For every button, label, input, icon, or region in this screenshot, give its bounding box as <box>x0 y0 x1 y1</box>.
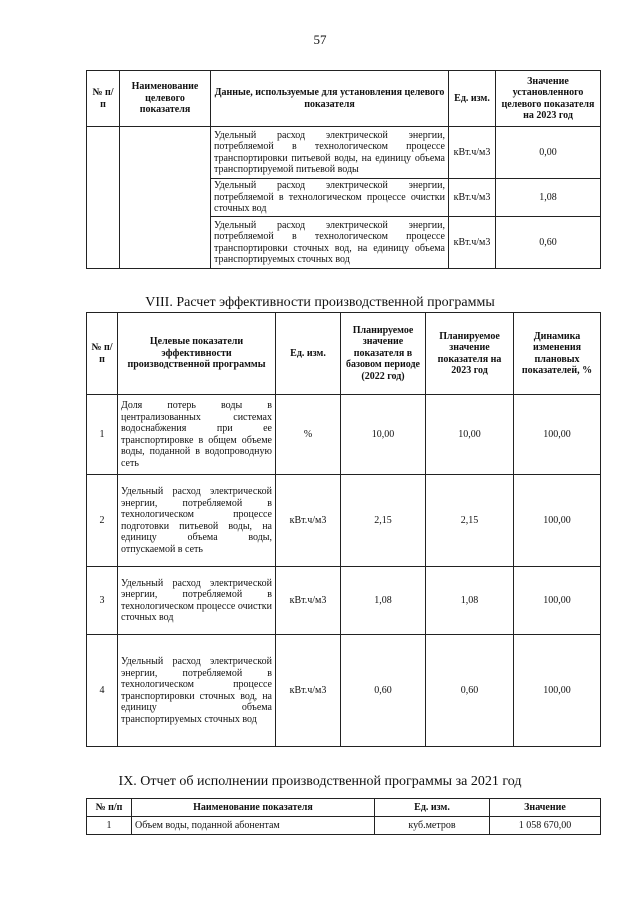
header-target-value: Значение установленного целевого показателя на 2023 год <box>496 71 601 127</box>
row-plan: 10,00 <box>426 395 514 475</box>
header-unit: Ед. изм. <box>276 313 341 395</box>
row-base: 10,00 <box>341 395 426 475</box>
row-name: Доля потерь воды в централизованных системах водоснабжения при ее транспортировке в общем объеме воды, поданной в водопроводную сеть <box>118 395 276 475</box>
row-value: 1,08 <box>496 179 601 217</box>
row-value: 0,00 <box>496 127 601 179</box>
row-description: Удельный расход электрической энергии, потребляемой в технологическом процессе транспортировки сточных вод, на единицу объема транспортируемых сточных вод <box>211 217 449 269</box>
row-dynamics: 100,00 <box>514 635 601 747</box>
row-unit: куб.метров <box>375 817 490 835</box>
table-row <box>87 475 601 567</box>
row-description: Удельный расход электрической энергии, потребляемой в технологическом процессе очистки сточных вод <box>211 179 449 217</box>
header-unit: Ед. изм. <box>375 799 490 817</box>
table-row <box>87 635 601 747</box>
row-base: 2,15 <box>341 475 426 567</box>
row-value: 0,60 <box>496 217 601 269</box>
header-num: № п/п <box>87 313 118 395</box>
table-header-row <box>87 313 601 395</box>
header-num: № п/п <box>87 799 132 817</box>
header-base-period: Планируемое значение показателя в базовом периоде (2022 год) <box>341 313 426 395</box>
section-9-title: IX. Отчет об исполнении производственной программы за 2021 год <box>118 774 522 789</box>
row-description: Удельный расход электрической энергии, потребляемой в технологическом процессе транспортировки питьевой воды, на единицу объема транспортируемой питьевой воды <box>211 127 449 179</box>
header-data-used: Данные, используемые для установления целевого показателя <box>211 71 449 127</box>
row-name: Удельный расход электрической энергии, потребляемой в технологическом процессе транспортировки сточных вод, на единицу объема транспортируемых сточных вод <box>118 635 276 747</box>
table-row <box>87 395 601 475</box>
row-num: 1 <box>87 817 132 835</box>
header-value: Значение <box>490 799 601 817</box>
target-indicators-table <box>86 70 601 269</box>
row-name: Удельный расход электрической энергии, потребляемой в технологическом процессе подготовки питьевой воды, на единицу объема воды, отпускаемой в сеть <box>118 475 276 567</box>
row-unit: кВт.ч/м3 <box>449 217 496 269</box>
row-value: 1 058 670,00 <box>490 817 601 835</box>
row-num: 4 <box>87 635 118 747</box>
row-base: 0,60 <box>341 635 426 747</box>
table-row <box>87 127 601 179</box>
row-unit: кВт.ч/м3 <box>276 567 341 635</box>
row-plan: 1,08 <box>426 567 514 635</box>
header-dynamics: Динамика изменения плановых показателей, % <box>514 313 601 395</box>
row-dynamics: 100,00 <box>514 395 601 475</box>
row-num: 2 <box>87 475 118 567</box>
row-unit: кВт.ч/м3 <box>276 635 341 747</box>
report-table <box>86 798 601 835</box>
efficiency-table <box>86 312 601 747</box>
header-indicator-name: Наименование показателя <box>132 799 375 817</box>
empty-name-cell <box>120 127 211 269</box>
section-8-title: VIII. Расчет эффективности производственной программы <box>145 295 495 310</box>
header-num: № п/п <box>87 71 120 127</box>
table-header-row <box>87 71 601 127</box>
row-plan: 0,60 <box>426 635 514 747</box>
table-header-row <box>87 799 601 817</box>
row-unit: кВт.ч/м3 <box>449 179 496 217</box>
row-unit: кВт.ч/м3 <box>276 475 341 567</box>
row-num: 3 <box>87 567 118 635</box>
header-indicator-name: Наименование целевого показателя <box>120 71 211 127</box>
row-base: 1,08 <box>341 567 426 635</box>
table-row <box>87 567 601 635</box>
header-unit: Ед. изм. <box>449 71 496 127</box>
header-indicator: Целевые показатели эффективности производственной программы <box>118 313 276 395</box>
header-plan-2023: Планируемое значение показателя на 2023 год <box>426 313 514 395</box>
row-name: Объем воды, поданной абонентам <box>132 817 375 835</box>
row-dynamics: 100,00 <box>514 567 601 635</box>
table-row <box>87 817 601 835</box>
row-name: Удельный расход электрической энергии, потребляемой в технологическом процессе очистки сточных вод <box>118 567 276 635</box>
row-num: 1 <box>87 395 118 475</box>
page-number: 57 <box>313 32 327 47</box>
row-dynamics: 100,00 <box>514 475 601 567</box>
empty-num-cell <box>87 127 120 269</box>
row-unit: кВт.ч/м3 <box>449 127 496 179</box>
row-plan: 2,15 <box>426 475 514 567</box>
row-unit: % <box>276 395 341 475</box>
